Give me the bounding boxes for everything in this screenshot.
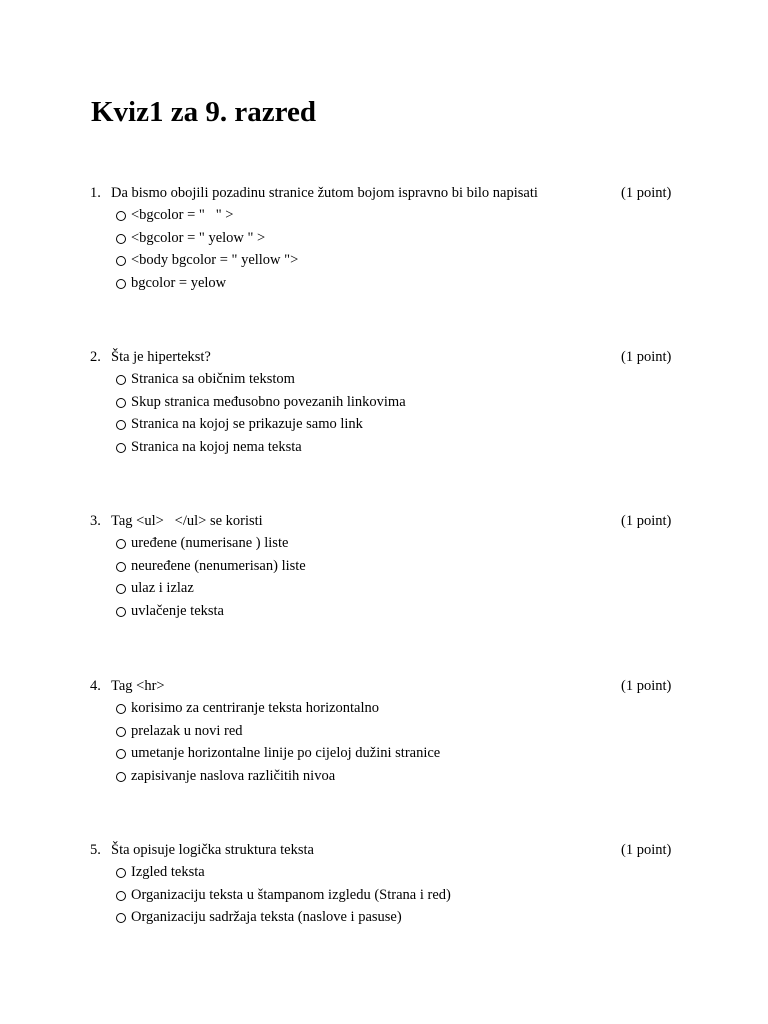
answer-options [90,204,690,295]
answer-option[interactable] [90,532,690,555]
radio-button[interactable] [116,539,126,549]
option-label[interactable]: <bgcolor = " yelow " > [131,229,266,246]
question-points: (1 point) [621,349,672,365]
option-label[interactable]: zapisivanje naslova različitih nivoa [131,768,336,785]
radio-button[interactable] [116,234,126,244]
answer-option[interactable] [90,436,690,459]
answer-options [90,368,690,459]
answer-option[interactable] [90,884,690,907]
answer-option[interactable] [90,413,690,436]
option-label[interactable]: bgcolor = yelow [131,275,227,292]
radio-button[interactable] [116,584,126,594]
answer-option[interactable] [90,391,690,414]
question-text: Da bismo obojili pozadinu stranice žutom bojom ispravno bi bilo napisati [111,185,538,201]
answer-option[interactable] [90,720,690,743]
question-number: 1. [90,185,101,201]
option-label[interactable]: Organizaciju teksta u štampanom izgledu (Strana i red) [131,886,451,903]
question-points: (1 point) [621,678,672,694]
radio-button[interactable] [116,256,126,266]
radio-button[interactable] [116,868,126,878]
question-number: 3. [90,513,101,529]
question-header [90,510,690,532]
option-label[interactable]: Stranica na kojoj nema teksta [131,439,302,456]
question-header [90,182,690,204]
question-number: 2. [90,349,101,365]
radio-button[interactable] [116,375,126,385]
answer-options [90,532,690,623]
question-2 [90,346,690,459]
radio-button[interactable] [116,704,126,714]
radio-button[interactable] [116,727,126,737]
option-label[interactable]: <body bgcolor = " yellow "> [131,252,299,269]
option-label[interactable]: Stranica sa običnim tekstom [131,371,295,387]
radio-button[interactable] [116,891,126,901]
radio-button[interactable] [116,398,126,408]
option-label[interactable]: Organizaciju sadržaja teksta (naslove i pasuse) [131,909,402,926]
option-label[interactable]: prelazak u novi red [131,722,243,739]
question-text: Šta je hipertekst? [111,349,211,365]
question-1 [90,182,690,295]
option-label[interactable]: ulaz i izlaz [131,580,194,597]
answer-option[interactable] [90,742,690,765]
radio-button[interactable] [116,562,126,572]
answer-option[interactable] [90,272,690,295]
radio-button[interactable] [116,420,126,430]
question-5 [90,839,690,929]
question-text: Tag <ul> </ul> se koristi [111,513,263,529]
question-points: (1 point) [621,513,672,529]
option-label[interactable]: neuređene (nenumerisan) liste [131,557,306,574]
radio-button[interactable] [116,607,126,617]
answer-options [90,861,690,929]
option-label[interactable]: korisimo za centriranje teksta horizontalno [131,700,380,716]
question-points: (1 point) [621,185,672,201]
answer-option[interactable] [90,906,690,929]
option-label[interactable]: Izgled teksta [131,864,205,880]
answer-option[interactable] [90,577,690,600]
question-text: Šta opisuje logička struktura teksta [111,842,314,858]
page-title: Kviz1 za 9. razred [91,96,316,128]
radio-button[interactable] [116,749,126,759]
question-3 [90,510,690,623]
option-label[interactable]: <bgcolor = " " > [131,207,234,223]
answer-option[interactable] [90,368,690,391]
option-label[interactable]: uvlačenje teksta [131,603,224,620]
option-label[interactable]: umetanje horizontalne linije po cijeloj dužini stranice [131,745,441,762]
question-text: Tag <hr> [111,678,165,694]
answer-options [90,697,690,788]
option-label[interactable]: Skup stranica međusobno povezanih linkovima [131,393,406,410]
answer-option[interactable] [90,697,690,720]
question-4 [90,675,690,788]
option-label[interactable]: uređene (numerisane ) liste [131,535,289,551]
answer-option[interactable] [90,204,690,227]
radio-button[interactable] [116,913,126,923]
answer-option[interactable] [90,555,690,578]
answer-option[interactable] [90,600,690,623]
question-header [90,346,690,368]
radio-button[interactable] [116,772,126,782]
radio-button[interactable] [116,443,126,453]
option-label[interactable]: Stranica na kojoj se prikazuje samo link [131,416,363,433]
answer-option[interactable] [90,765,690,788]
radio-button[interactable] [116,279,126,289]
answer-option[interactable] [90,861,690,884]
answer-option[interactable] [90,249,690,272]
question-header [90,675,690,697]
question-header [90,839,690,861]
question-points: (1 point) [621,842,672,858]
question-number: 4. [90,678,101,694]
question-number: 5. [90,842,101,858]
answer-option[interactable] [90,227,690,250]
radio-button[interactable] [116,211,126,221]
